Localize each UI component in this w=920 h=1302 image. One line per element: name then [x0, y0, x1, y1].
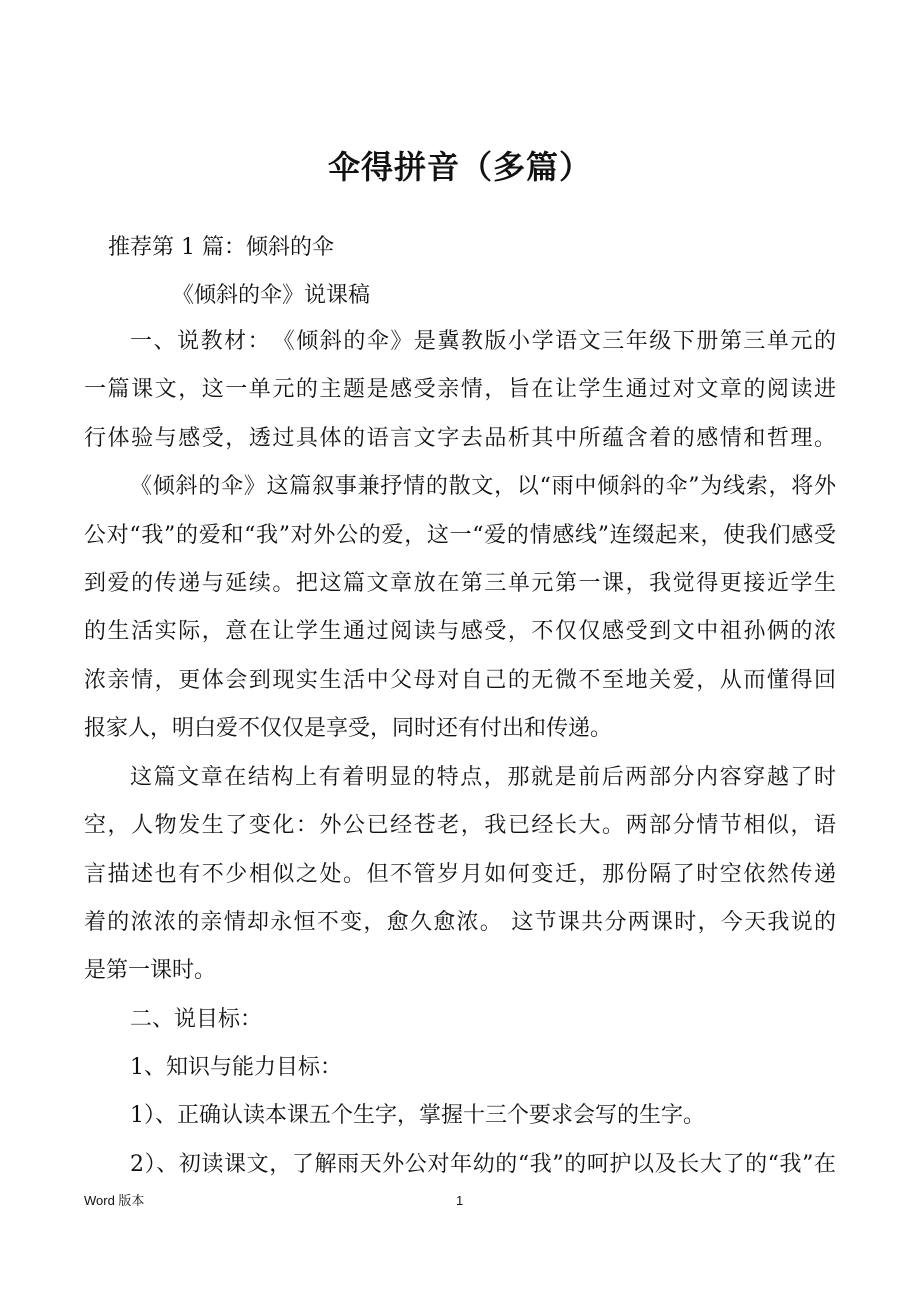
- section-heading: 二、说目标：: [130, 1007, 263, 1032]
- paragraph-line: 到爱的传递与延续。把这篇文章放在第三单元第一课，我觉得更接近学生: [84, 571, 836, 596]
- paragraph-line: 言描述也有不少相似之处。但不管岁月如何变迁，那份隔了时空依然传递: [84, 862, 836, 887]
- paragraph-line: 着的浓浓的亲情却永恒不变，愈久愈浓。 这节课共分两课时，今天我说的: [84, 910, 836, 935]
- paragraph-line: 一篇课文，这一单元的主题是感受亲情，旨在让学生通过对文章的阅读进: [84, 377, 836, 402]
- paragraph-line: 浓亲情，更体会到现实生活中父母对自己的无微不至地关爱，从而懂得回: [84, 668, 836, 693]
- paragraph-line: 行体验与感受，透过具体的语言文字去品析其中所蕴含着的感情和哲理。: [84, 426, 836, 451]
- paragraph-line: 是第一课时。: [84, 958, 217, 983]
- list-item: 2）、初读课文，了解雨天外公对年幼的“我”的呵护以及长大了的“我”在: [130, 1152, 836, 1177]
- paragraph-line: 的生活实际，意在让学生通过阅读与感受，不仅仅感受到文中祖孙俩的浓: [84, 619, 836, 644]
- paragraph-line: 一、说教材： 《倾斜的伞》是冀教版小学语文三年级下册第三单元的: [130, 329, 836, 354]
- section-heading: 推荐第 1 篇：倾斜的伞: [108, 235, 334, 260]
- page-title: 伞得拼音（多篇）: [327, 148, 592, 186]
- paragraph-line: 这篇文章在结构上有着明显的特点，那就是前后两部分内容穿越了时: [130, 765, 836, 790]
- paragraph-line: 《倾斜的伞》这篇叙事兼抒情的散文，以“雨中倾斜的伞”为线索，将外: [130, 474, 836, 499]
- page-number: 1: [456, 1193, 464, 1208]
- subsection-heading: 1、知识与能力目标：: [130, 1055, 342, 1080]
- paragraph-line: 报家人，明白爱不仅仅是享受，同时还有付出和传递。: [84, 716, 613, 741]
- list-item: 1）、正确认读本课五个生字，掌握十三个要求会写的生字。: [130, 1103, 705, 1128]
- subtitle: 《倾斜的伞》说课稿: [172, 283, 371, 308]
- paragraph-line: 公对“我”的爱和“我”对外公的爱，这一“爱的情感线”连缀起来，使我们感受: [84, 523, 836, 548]
- paragraph-line: 空，人物发生了变化：外公已经苍老，我已经长大。两部分情节相似，语: [84, 813, 836, 838]
- footer-label: Word 版本: [84, 1193, 145, 1208]
